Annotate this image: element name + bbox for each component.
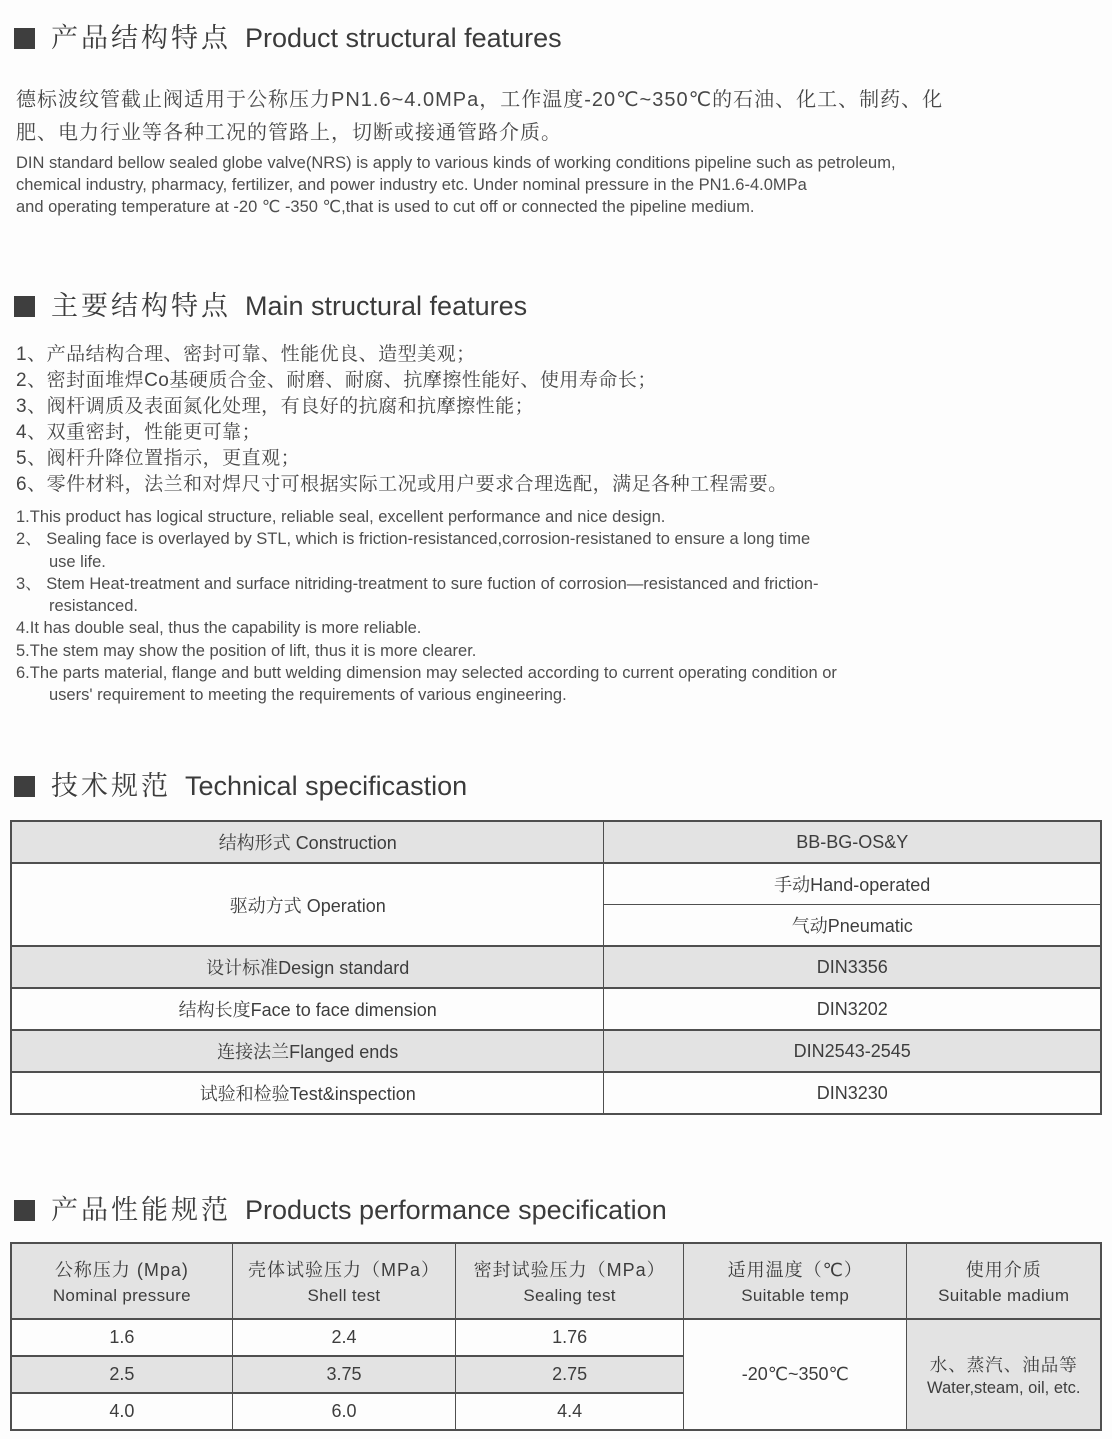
square-bullet-icon	[14, 296, 35, 317]
feature-list-zh	[16, 342, 1100, 498]
intro-paragraph-en	[16, 152, 1100, 218]
column-header-en: Shell test	[307, 1286, 381, 1305]
table-row	[11, 1030, 1101, 1072]
heading-en: Products performance specification	[245, 1195, 667, 1225]
paragraph-line: chemical industry, pharmacy, fertilizer, and power industry etc. Under nominal pressure in the PN1.6-4.0MPa	[16, 176, 807, 194]
spec-label-cell: 试验和检验Test&inspection	[11, 1072, 604, 1114]
table-row	[11, 988, 1101, 1030]
list-item-line: 1.This product has logical structure, reliable seal, excellent performance and nice design.	[16, 508, 666, 526]
paragraph-line: 德标波纹管截止阀适用于公称压力PN1.6~4.0MPa，工作温度-20℃~350℃的石油、化工、制药、化	[16, 89, 944, 111]
performance-spec-table	[10, 1242, 1102, 1431]
spec-value-cell: 手动Hand-operated	[604, 863, 1101, 905]
technical-spec-table	[10, 820, 1102, 1115]
list-item: 2、密封面堆焊Co基硬质合金、耐磨、耐腐、抗摩擦性能好、使用寿命长；	[16, 370, 657, 391]
list-item-line: 4.It has double seal, thus the capability is more reliable.	[16, 619, 422, 638]
column-header-en: Suitable madium	[938, 1286, 1070, 1305]
spec-value-cell: 气动Pneumatic	[604, 905, 1101, 947]
spec-label-cell: 结构形式 Construction	[11, 821, 604, 863]
square-bullet-icon	[14, 776, 35, 797]
list-item	[16, 617, 1100, 639]
table-row	[11, 1319, 1101, 1356]
list-item-line: 2、 Sealing face is overlayed by STL, which is friction-resistanced,corrosion-resistaned to ensure a long time	[16, 530, 811, 549]
section-heading-performance-spec	[14, 1194, 1098, 1226]
suitable-medium-zh: 水、蒸汽、油品等	[929, 1354, 1078, 1375]
spec-value-cell: DIN3202	[604, 988, 1101, 1030]
suitable-temp-cell: -20℃~350℃	[684, 1319, 907, 1430]
heading-en: Product structural features	[245, 23, 562, 53]
list-item-line: 6.The parts material, flange and butt welding dimension may selected according to current operating condition or	[16, 664, 837, 683]
column-header-zh: 公称压力 (Mpa)	[54, 1260, 189, 1280]
suitable-medium-en: Water,steam, oil, etc.	[926, 1378, 1081, 1397]
heading-zh: 产品性能规范	[51, 1195, 231, 1225]
spec-value-cell: DIN3356	[604, 946, 1101, 988]
heading-zh: 技术规范	[51, 771, 171, 801]
list-item: 6、零件材料，法兰和对焊尺寸可根据实际工况或用户要求合理选配，满足各种工程需要。	[16, 474, 788, 495]
spec-value-cell: DIN2543-2545	[604, 1030, 1101, 1072]
sealing-test-cell: 2.75	[456, 1356, 684, 1393]
list-item	[16, 506, 1100, 528]
spec-label-cell: 连接法兰Flanged ends	[11, 1030, 604, 1072]
sealing-test-cell: 1.76	[456, 1319, 684, 1356]
heading-zh: 产品结构特点	[51, 23, 231, 53]
section-heading-main-features	[14, 290, 1098, 322]
heading-zh: 主要结构特点	[51, 291, 231, 321]
column-header-en: Sealing test	[523, 1286, 616, 1305]
paragraph-line: and operating temperature at -20 ℃ -350 ℃,that is used to cut off or connected the pipeline medium.	[16, 198, 755, 216]
column-header-zh: 壳体试验压力（MPa）	[247, 1260, 440, 1280]
heading-en: Technical specificastion	[185, 771, 468, 801]
column-header-zh: 使用介质	[965, 1260, 1042, 1280]
list-item: 1、产品结构合理、密封可靠、性能优良、造型美观；	[16, 344, 476, 365]
spec-value-cell: BB-BG-OS&Y	[604, 821, 1101, 863]
list-item	[16, 573, 1100, 618]
nominal-pressure-cell: 4.0	[11, 1393, 232, 1430]
list-item: 3、阀杆调质及表面氮化处理，有良好的抗腐和抗摩擦性能；	[16, 396, 535, 417]
spec-value-cell: DIN3230	[604, 1072, 1101, 1114]
list-item-line: use life.	[49, 552, 106, 571]
shell-test-cell: 3.75	[232, 1356, 455, 1393]
feature-list-en	[16, 506, 1100, 707]
list-item-line: users' requirement to meeting the requirements of various engineering.	[49, 686, 567, 705]
list-item: 5、阀杆升降位置指示，更直观；	[16, 448, 301, 469]
nominal-pressure-cell: 2.5	[11, 1356, 232, 1393]
nominal-pressure-cell: 1.6	[11, 1319, 232, 1356]
spec-label-cell: 驱动方式 Operation	[11, 863, 604, 946]
table-row	[11, 946, 1101, 988]
paragraph-line: 肥、电力行业等各种工况的管路上，切断或接通管路介质。	[16, 122, 562, 144]
spec-label-cell: 结构长度Face to face dimension	[11, 988, 604, 1030]
spec-label-cell: 设计标准Design standard	[11, 946, 604, 988]
list-item: 4、双重密封，性能更可靠；	[16, 422, 262, 443]
intro-paragraph-zh	[16, 84, 1100, 150]
paragraph-line: DIN standard bellow sealed globe valve(NRS) is apply to various kinds of working conditions pipeline such as petroleum,	[16, 154, 896, 172]
table-row	[11, 1072, 1101, 1114]
square-bullet-icon	[14, 1200, 35, 1221]
shell-test-cell: 6.0	[232, 1393, 455, 1430]
column-header	[232, 1243, 455, 1319]
column-header-zh: 密封试验压力（MPa）	[473, 1260, 666, 1280]
list-item-line: resistanced.	[49, 597, 138, 616]
section-heading-product-features	[14, 22, 1098, 54]
list-item	[16, 662, 1100, 707]
square-bullet-icon	[14, 28, 35, 49]
list-item	[16, 528, 1100, 573]
column-header	[456, 1243, 684, 1319]
suitable-medium-cell	[907, 1319, 1101, 1430]
table-row	[11, 863, 1101, 905]
shell-test-cell: 2.4	[232, 1319, 455, 1356]
list-item	[16, 640, 1100, 662]
column-header-en: Nominal pressure	[52, 1286, 191, 1305]
column-header	[907, 1243, 1101, 1319]
list-item-line: 5.The stem may show the position of lift, thus it is more clearer.	[16, 641, 477, 660]
table-row	[11, 821, 1101, 863]
sealing-test-cell: 4.4	[456, 1393, 684, 1430]
column-header-zh: 适用温度（℃）	[727, 1260, 863, 1280]
section-heading-technical-spec	[14, 770, 1098, 802]
heading-en: Main structural features	[245, 291, 528, 321]
table-header-row	[11, 1243, 1101, 1319]
column-header	[11, 1243, 232, 1319]
list-item-line: 3、 Stem Heat-treatment and surface nitriding-treatment to sure fuction of corrosion—resistanced and friction-	[16, 574, 819, 593]
column-header	[684, 1243, 907, 1319]
column-header-en: Suitable temp	[741, 1286, 850, 1305]
